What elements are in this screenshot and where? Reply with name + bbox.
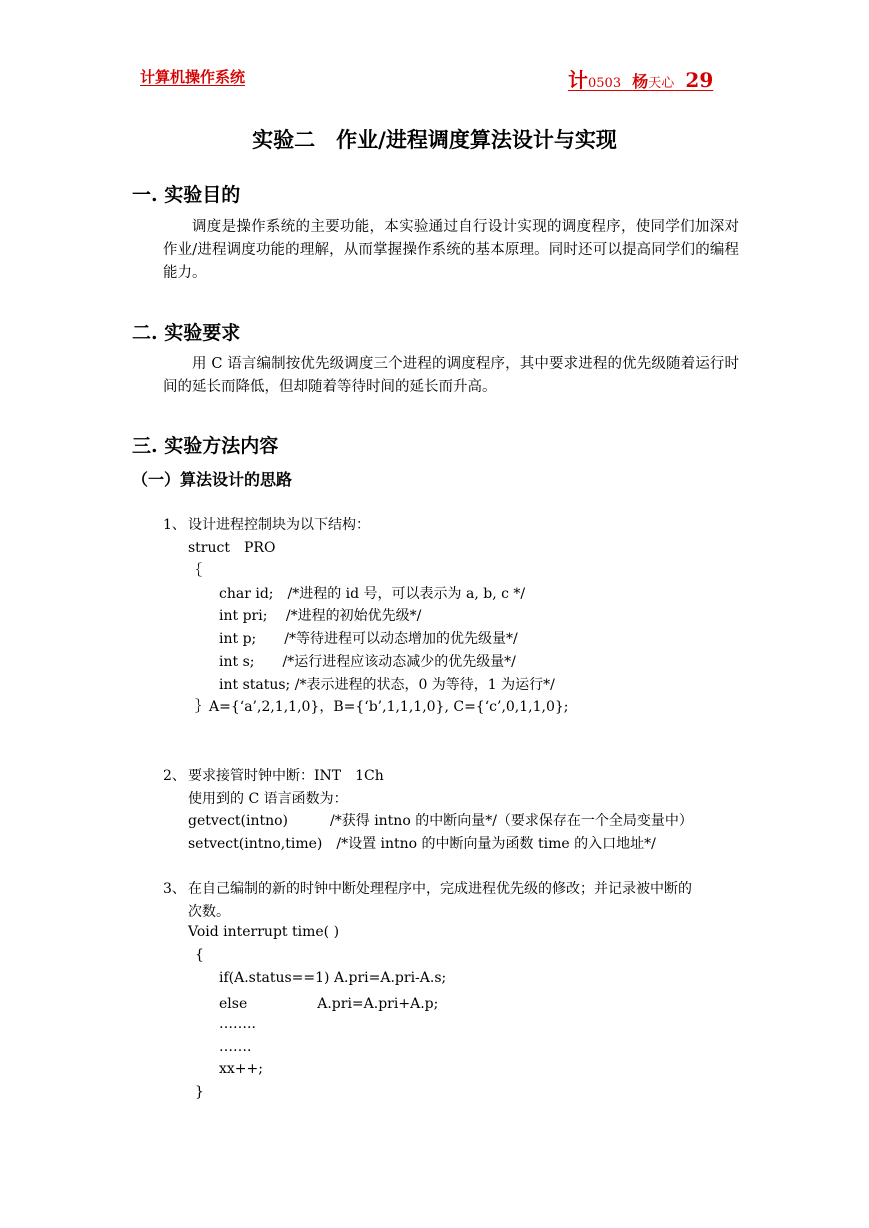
code-line: ……..: [219, 1016, 256, 1032]
code-line: if(A.status==1) A.pri=A.pri-A.s;: [219, 970, 447, 986]
item1-number: 1、: [163, 517, 186, 533]
header-class-number: 0503: [588, 76, 622, 91]
item3-text-line2: 次数。: [188, 904, 230, 920]
header-name-surname: 杨: [632, 72, 649, 91]
item2-line: 使用到的 C 语言函数为：: [188, 791, 348, 807]
item3-text-line1: 在自己编制的新的时钟中断处理程序中，完成进程优先级的修改；并记录被中断的: [188, 881, 692, 897]
code-line: ｛: [188, 563, 202, 579]
code-line: int s; /*运行进程应该动态减少的优先级量*/: [219, 654, 516, 670]
subsection-heading-design: （一）算法设计的思路: [132, 470, 293, 489]
item2-text: 要求接管时钟中断：INT 1Ch: [188, 768, 384, 784]
section-body-requirements: [163, 353, 739, 399]
code-line: {: [195, 947, 204, 963]
section-body-purpose: [163, 216, 739, 285]
code-line: struct PRO: [188, 540, 276, 556]
page-title: 实验二 作业/进程调度算法设计与实现: [252, 127, 617, 152]
requirements-paragraph: 用 C 语言编制按优先级调度三个进程的调度程序，其中要求进程的优先级随着运行时间的延长而降低，但却随着等待时间的延长而升高。: [163, 356, 739, 395]
section-heading-purpose: 一. 实验目的: [132, 184, 241, 206]
item2-line: setvect(intno,time) /*设置 intno 的中断向量为函数 time 的入口地址*/: [188, 836, 656, 852]
header-class-prefix: 计: [568, 68, 588, 92]
header-student-info: [568, 64, 713, 93]
header-course-title: 计算机操作系统: [140, 68, 246, 86]
code-line: char id; /*进程的 id 号，可以表示为 a, b, c */: [219, 586, 526, 602]
purpose-paragraph: 调度是操作系统的主要功能，本实验通过自行设计实现的调度程序，使同学们加深对作业/进程调度功能的理解，从而掌握操作系统的基本原理。同时还可以提高同学们的编程能力。: [163, 219, 739, 281]
header-name-given: 天心: [648, 76, 675, 91]
section-heading-method: 三. 实验方法内容: [132, 435, 279, 457]
code-line: xx++;: [219, 1061, 263, 1077]
item2-number: 2、: [163, 768, 186, 784]
code-line: ｝A={‘a’,2,1,1,0}，B={‘b’,1,1,1,0}, C={‘c’,0,1,1,0};: [195, 699, 569, 715]
code-line: int status; /*表示进程的状态，0 为等待，1 为运行*/: [219, 677, 555, 693]
code-line: }: [195, 1084, 204, 1100]
code-line: int p; /*等待进程可以动态增加的优先级量*/: [219, 631, 518, 647]
code-line: …….: [219, 1039, 252, 1055]
item3-number: 3、: [163, 881, 186, 897]
item2-line: getvect(intno) /*获得 intno 的中断向量*/（要求保存在一个全局变量中）: [188, 813, 693, 829]
header-student-number: 29: [685, 68, 714, 92]
item1-text: 设计进程控制块为以下结构：: [188, 517, 370, 533]
code-line: int pri; /*进程的初始优先级*/: [219, 608, 422, 624]
code-line: else A.pri=A.pri+A.p;: [219, 996, 439, 1012]
code-line: Void interrupt time( ): [188, 924, 340, 940]
section-heading-requirements: 二. 实验要求: [132, 322, 241, 344]
